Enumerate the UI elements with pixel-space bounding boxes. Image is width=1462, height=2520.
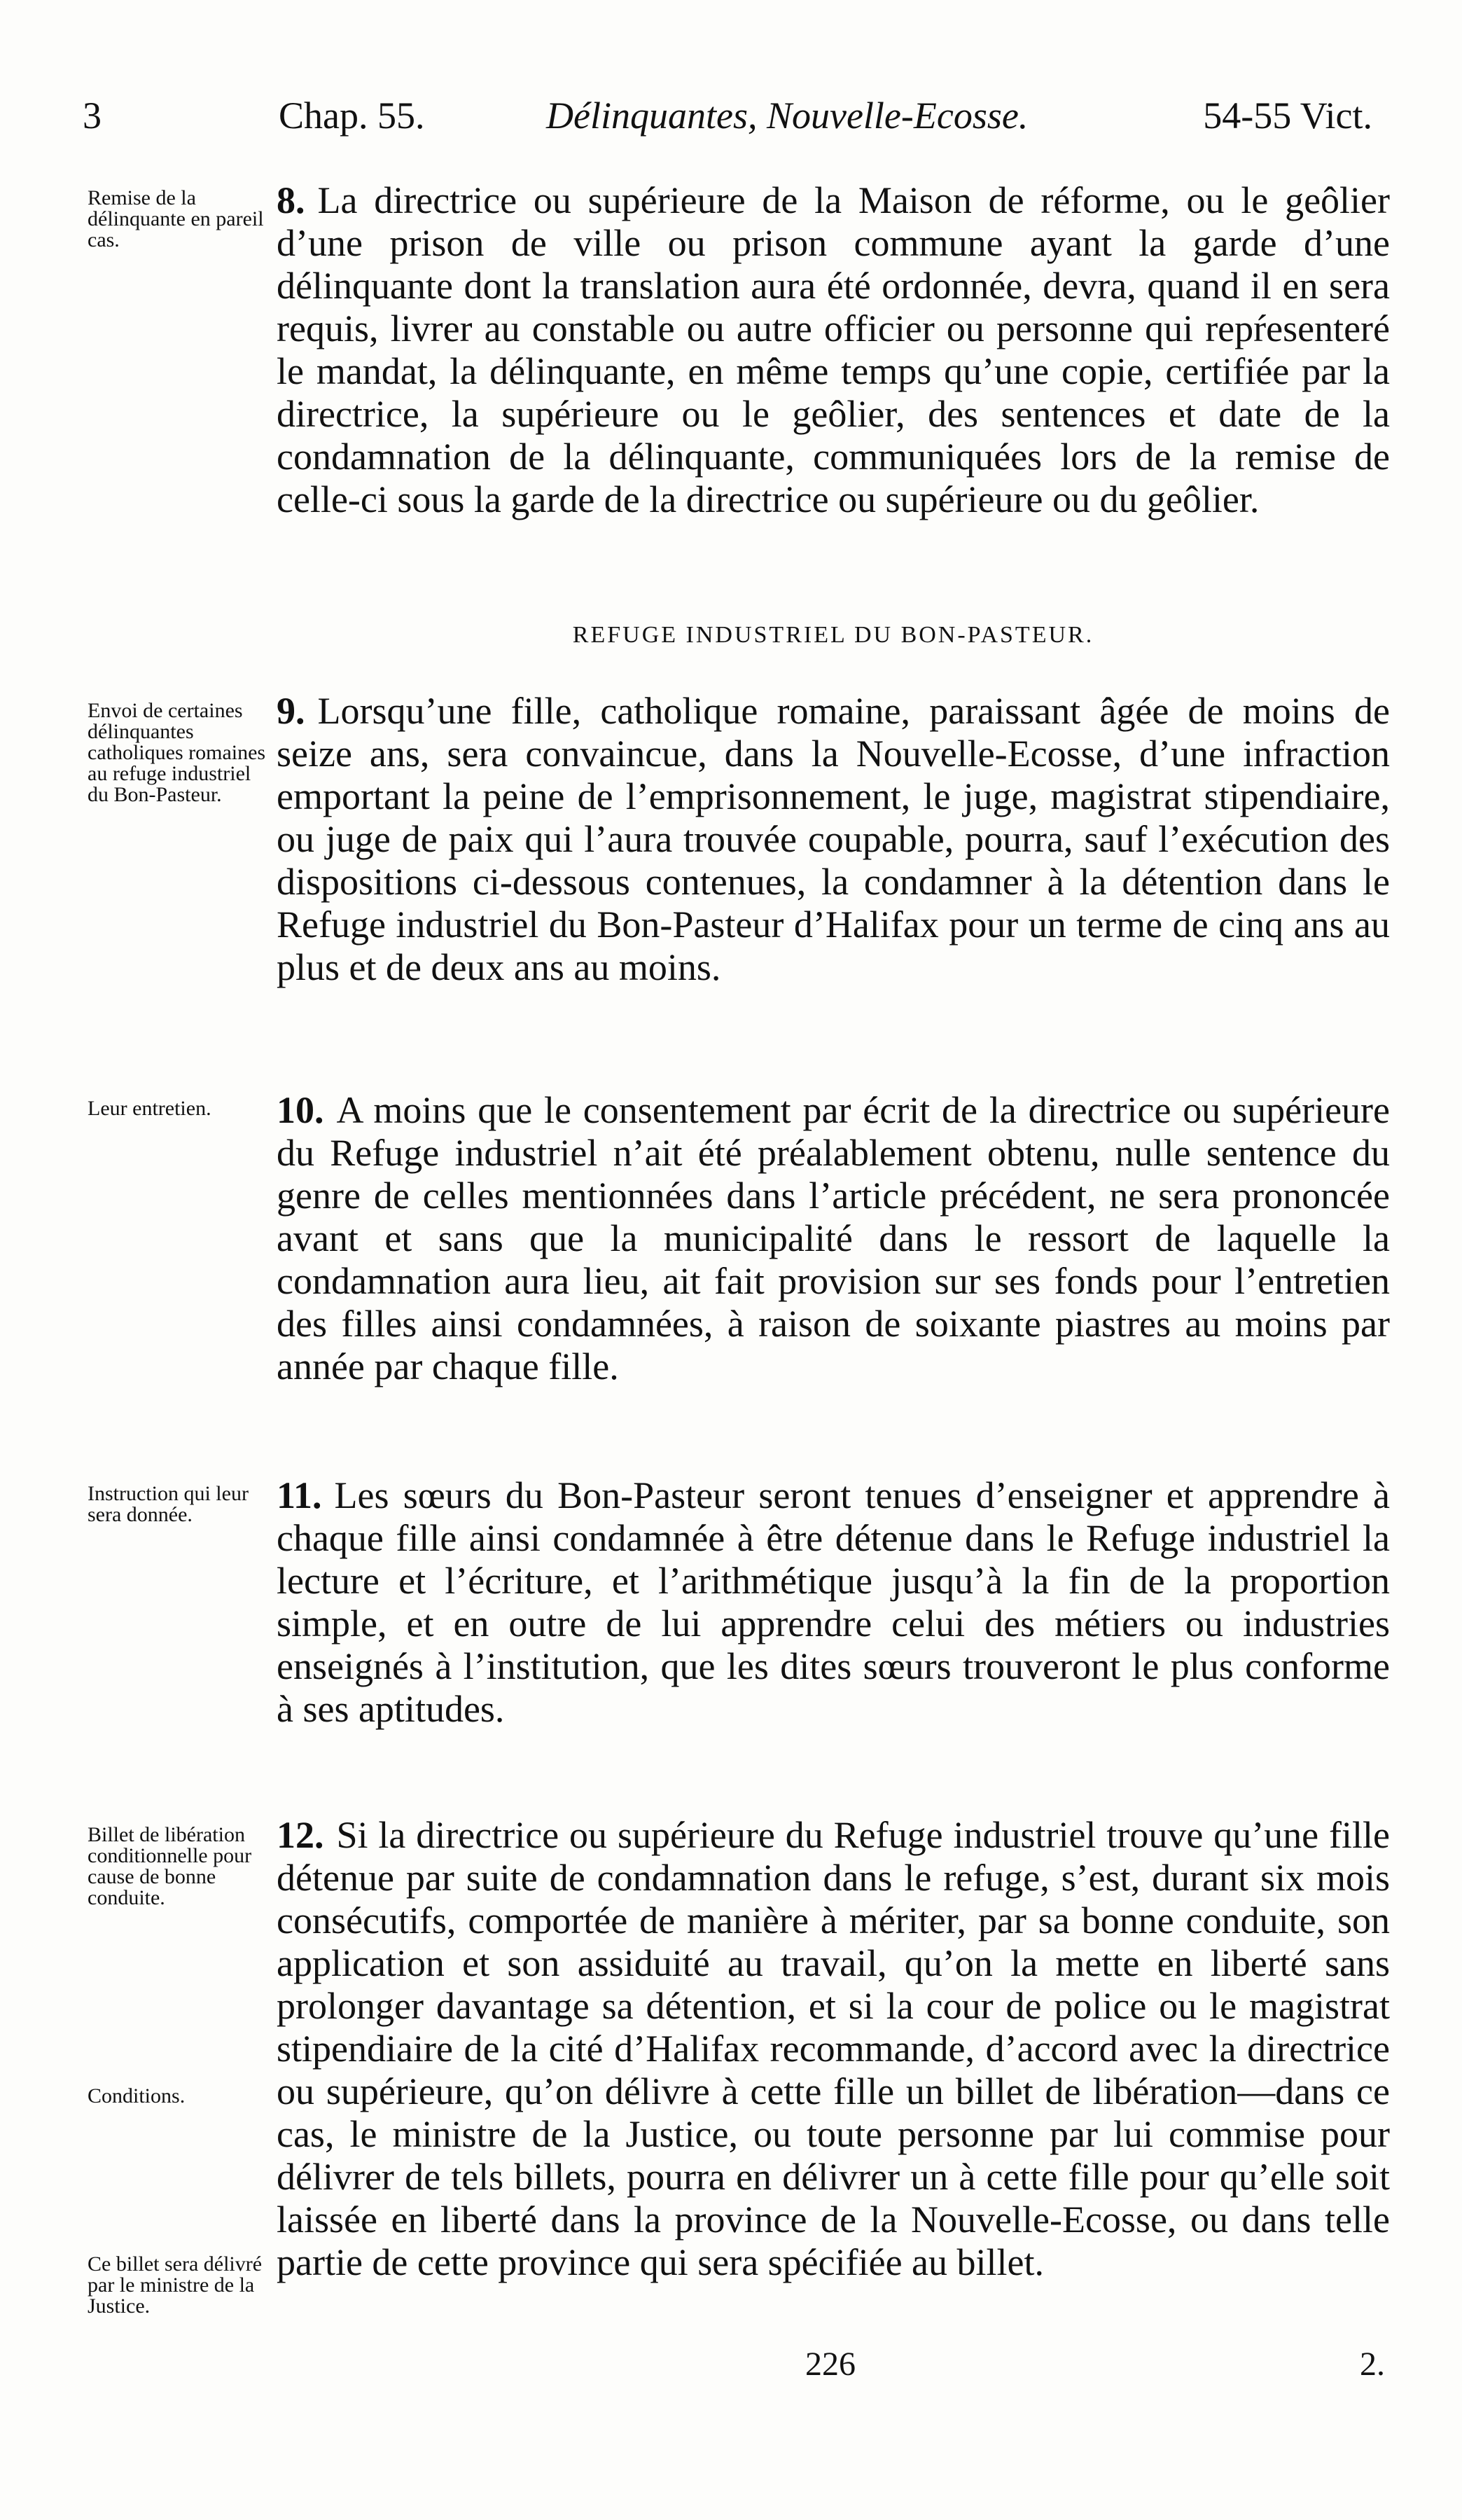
section-number: 12. (277, 1814, 324, 1856)
page-footer (0, 2345, 1462, 2387)
section-number: 8. (277, 179, 305, 221)
section-number: 9. (277, 690, 305, 732)
section-12 (277, 1814, 1390, 2284)
section-text: Lorsqu’une fille, catholique romaine, paraissant âgée de moins de seize ans, sera convaincue, dans la Nouvelle-Ecosse, d’une infraction emportant la peine de l’emprisonnement, le juge, magistrat stipendiaire, ou juge de paix qui l’aura trouvée coupable, pourra, sauf l’exécution des dispositions ci-dessous contenues, la condamner à la détention dans le Refuge industriel du Bon-Pasteur d’Halifax pour un terme de cinq ans au plus et de deux ans au moins. (277, 690, 1390, 988)
section-number: 11. (277, 1474, 322, 1516)
margin-note: Envoi de certaines délinquantes catholiques romaines au refuge industriel du Bon-Pasteur. (88, 699, 266, 806)
margin-note: Instruction qui leur sera donnée. (88, 1482, 249, 1526)
margin-note: Leur entretien. (88, 1097, 211, 1120)
subheading: REFUGE INDUSTRIEL DU BON-PASTEUR. (572, 622, 1094, 648)
section-text: A moins que le consentement par écrit de la directrice ou supérieure du Refuge industriel n’ait été préalablement obtenu, nulle sentence du genre de celles mentionnées dans l’article précédent, ne sera prononcée avant et sans que la municipalité dans le ressort de laquelle la condamnation aura lieu, ait fait provision sur ses fonds pour l’entretien des filles ainsi condamnées, à raison de soixante piastres au moins par année par chaque fille. (277, 1089, 1390, 1387)
margin-note: Billet de libération conditionnelle pour cause de bonne conduite. (88, 1823, 252, 1909)
section-9 (277, 690, 1390, 989)
footer-signature: 2. (1360, 2346, 1385, 2383)
margin-note: Remise de la délinquante en pareil cas. (88, 186, 264, 251)
header-year: 54-55 Vict. (1203, 95, 1372, 137)
section-10 (277, 1089, 1390, 1388)
running-header (77, 84, 1386, 147)
section-text: La directrice ou supérieure de la Maison de réforme, ou le geôlier d’une prison de ville ou prison commune ayant la garde d’une délinquante dont la translation aura été ordonnée, devra, quand il en sera requis, livrer au constable ou autre officier ou personne qui repŕesenteré le mandat, la délinquante, en même temps qu’une copie, certifiée par la directrice, la supérieure ou le geôlier, des sentences et date de la condamnation de la délinquante, communiquées lors de la remise de celle-ci sous la garde de la directrice ou supérieure ou du geôlier. (277, 179, 1390, 520)
header-chapter: Chap. 55. (279, 95, 425, 137)
section-8 (277, 179, 1390, 521)
section-11 (277, 1474, 1390, 1731)
margin-note: Conditions. (88, 2084, 186, 2107)
footer-page-number: 226 (805, 2346, 856, 2383)
section-text: Les sœurs du Bon-Pasteur seront tenues d’enseigner et apprendre à chaque fille ainsi condamnée à être détenue dans le Refuge industriel la lecture et l’écriture, et l’arithmétique jusqu’à la fin de la proportion simple, et en outre de lui apprendre celui des métiers ou industries enseignés à l’institution, que les dites sœurs trouveront le plus conforme à ses aptitudes. (277, 1474, 1390, 1730)
header-title: Délinquantes, Nouvelle-Ecosse. (546, 95, 1029, 137)
margin-note: Ce billet sera délivré par le ministre de la Justice. (88, 2252, 263, 2318)
section-text: Si la directrice ou supérieure du Refuge industriel trouve qu’une fille détenue par suite de condamnation dans le refuge, s’est, durant six mois consécutifs, comportée de manière à mériter, par sa bonne conduite, son application et son assiduité au travail, qu’on la mette en liberté sans prolonger davantage sa détention, et si la cour de police ou le magistrat stipendiaire de la cité d’Halifax recommande, d’accord avec la directrice ou supérieure, qu’on délivre à cette fille un billet de libération—dans ce cas, le ministre de la Justice, ou toute personne par lui commise pour délivrer de tels billets, pourra en délivrer un à cette fille pour qu’elle soit laissée en liberté dans la province de la Nouvelle-Ecosse, ou dans telle partie de cette province qui sera spécifiée au billet. (277, 1814, 1390, 2283)
header-page-number: 3 (83, 95, 102, 137)
section-number: 10. (277, 1089, 324, 1131)
